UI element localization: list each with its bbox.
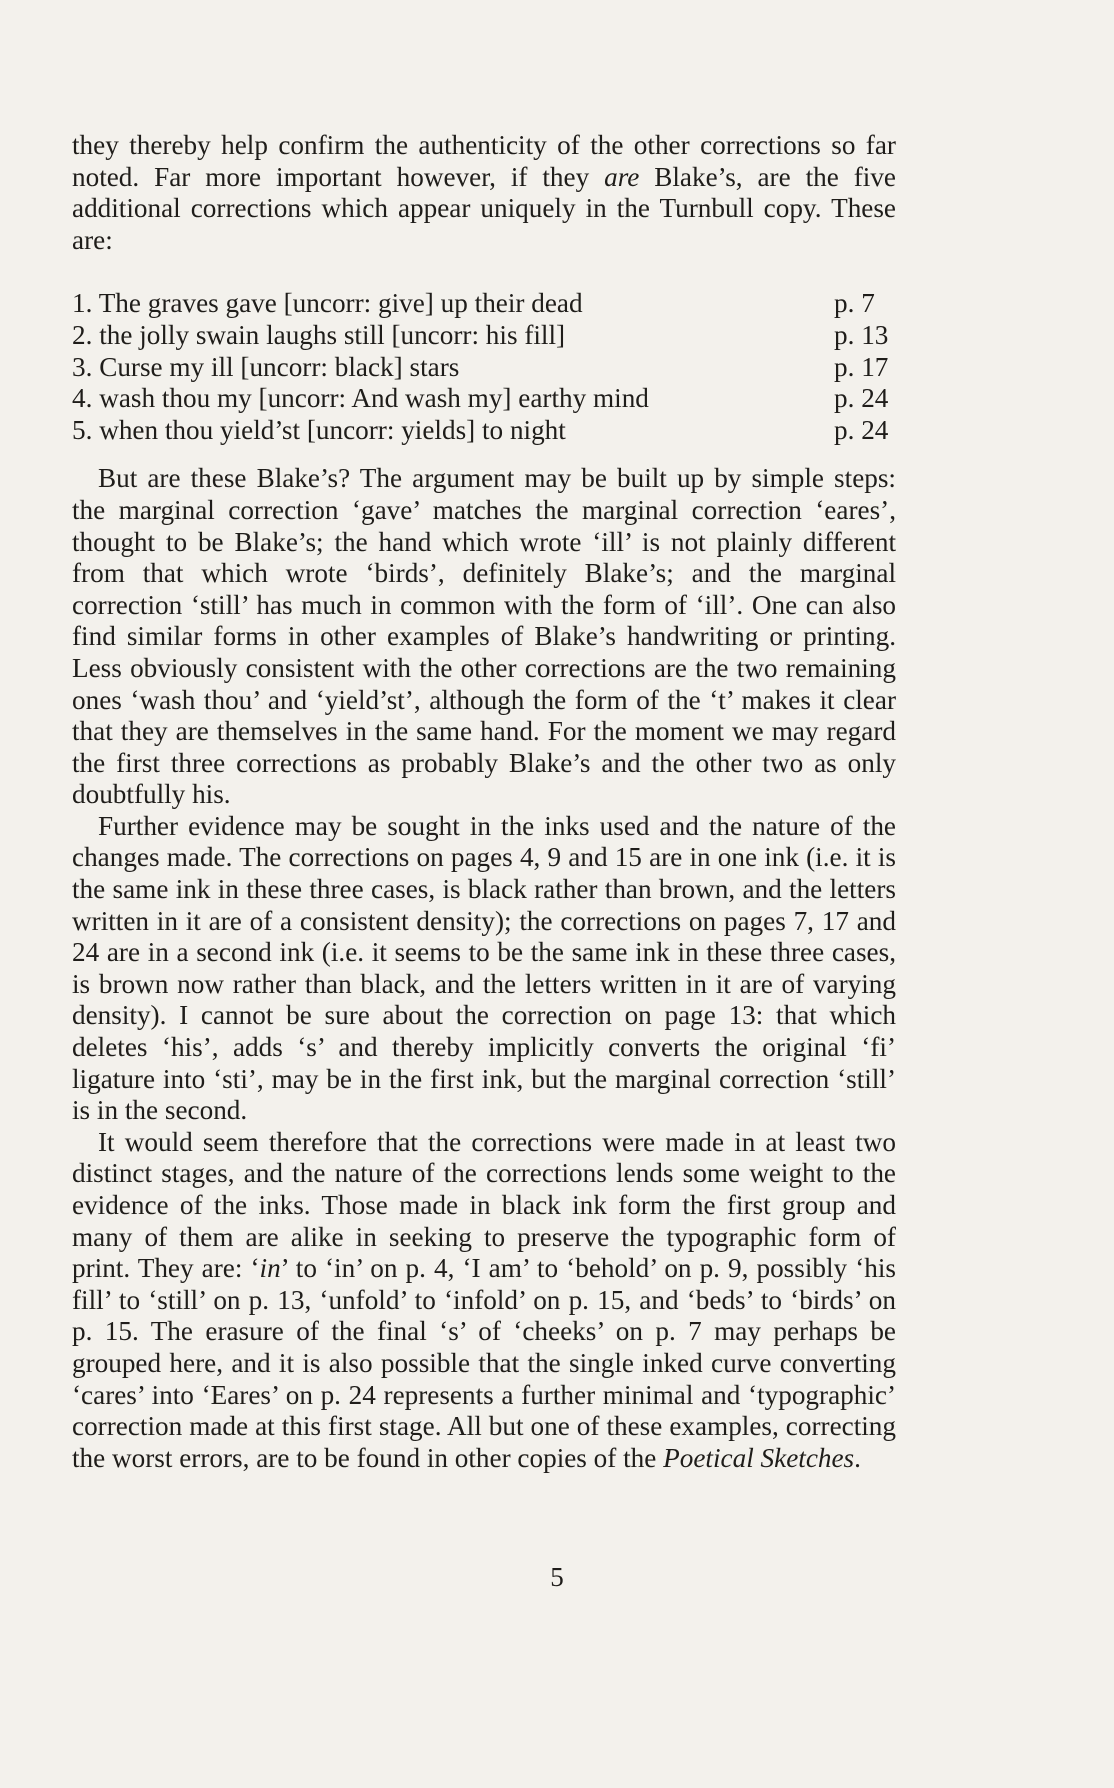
list-item xyxy=(72,383,896,415)
inks-paragraph: Further evidence may be sought in the inks used and the nature of the changes made. The corrections on pages 4, 9 and 15 are in one ink (i.e. it is the same ink in these three cases, is black rather than brown, and the letters written in it are of a consistent density); the corrections on pages 7, 17 and 24 are in a second ink (i.e. it seems to be the same ink in these three cases, is brown now rather than black, and the letters written in it are of varying density). I cannot be sure about the correction on page 13: that which deletes ‘his’, adds ‘s’ and thereby implicitly converts the original ‘fi’ ligature into ‘sti’, may be in the first ink, but the marginal correction ‘still’ is in the second. xyxy=(72,810,896,1126)
correction-text: 1. The graves gave [uncorr: give] up their dead xyxy=(72,288,583,319)
correction-text: 4. wash thou my [uncorr: And wash my] earthy mind xyxy=(72,383,649,414)
stages-text-c: . xyxy=(854,1442,861,1473)
correction-page-ref: p. 7 xyxy=(834,288,875,319)
correction-page-ref: p. 24 xyxy=(834,414,889,445)
intro-text-b: Blake’s, are the five additional corrections which appear uniquely in the Turnbull copy. These are: xyxy=(72,161,896,255)
intro-emphasis: are xyxy=(604,161,640,192)
corrections-list xyxy=(72,288,896,446)
list-item xyxy=(72,288,896,320)
intro-paragraph xyxy=(72,130,896,256)
correction-page-ref: p. 24 xyxy=(834,383,889,414)
stages-emphasis-in: in xyxy=(259,1253,281,1284)
argument-paragraph: But are these Blake’s? The argument may be built up by simple steps: the marginal correction ‘gave’ matches the marginal correction ‘eares’, thought to be Blake’s; the hand which wrote ‘ill’ is not plainly different from that which wrote ‘birds’, definitely Blake’s; and the marginal correction ‘still’ has much in common with the form of ‘ill’. One can also find similar forms in other examples of Blake’s handwriting or printing. Less obviously consistent with the other corrections are the two remaining ones ‘wash thou’ and ‘yield’st’, although the form of the ‘t’ makes it clear that they are themselves in the same hand. For the moment we may regard the first three corrections as probably Blake’s and the other two as only doubtfully his. xyxy=(72,463,896,810)
correction-page-ref: p. 17 xyxy=(834,351,889,382)
correction-text: 2. the jolly swain laughs still [uncorr: his fill] xyxy=(72,319,566,350)
intro-text-a: they thereby help confirm the authenticity of the other corrections so far noted. Far more important however, if they xyxy=(72,130,896,192)
book-title: Poetical Sketches xyxy=(663,1442,855,1473)
correction-text: 3. Curse my ill [uncorr: black] stars xyxy=(72,351,460,382)
stages-paragraph xyxy=(72,1127,896,1475)
document-page xyxy=(72,130,896,1474)
stages-text-b: ’ to ‘in’ on p. 4, ‘I am’ to ‘behold’ on p. 9, possibly ‘his fill’ to ‘still’ on p. 13, ‘unfold’ to ‘infold’ on p. 15, and ‘beds’ to ‘birds’ on p. 15. The erasure of the final ‘s’ of ‘cheeks’ on p. 7 may perhaps be grouped here, and it is also possible that the single inked curve converting ‘cares’ into ‘Eares’ on p. 24 represents a further minimal and ‘typographic’ correction made at this first stage. All but one of these examples, correcting the worst errors, are to be found in other copies of the xyxy=(72,1253,896,1473)
list-item xyxy=(72,352,896,384)
correction-page-ref: p. 13 xyxy=(834,319,889,350)
correction-text: 5. when thou yield’st [uncorr: yields] to night xyxy=(72,414,566,445)
stages-text-a: It would seem therefore that the corrections were made in at least two distinct stages, and the nature of the corrections lends some weight to the evidence of the inks. Those made in black ink form the first group and many of them are alike in seeking to preserve the typographic form of print. They are: ‘ xyxy=(72,1126,896,1284)
list-item xyxy=(72,320,896,352)
list-item xyxy=(72,415,896,447)
page-number: 5 xyxy=(550,1562,564,1592)
